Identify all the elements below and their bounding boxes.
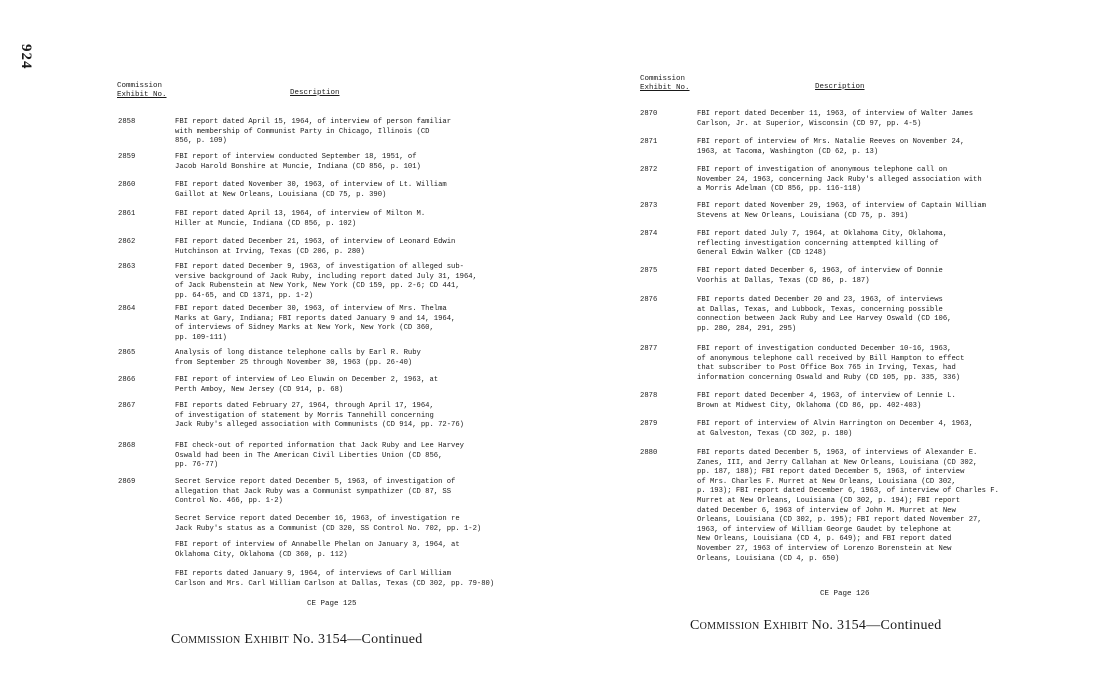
left-footer — [171, 632, 423, 648]
right-entry-description: FBI report dated July 7, 1964, at Oklahoma City, Oklahoma, reflecting investigation concerning attempted killing of General Edwin Walker (CD 1248) — [697, 230, 948, 258]
right-entry-description: FBI report dated December 4, 1963, of interview of Lennie L. Brown at Midwest City, Oklahoma (CD 86, pp. 402-403) — [697, 392, 956, 410]
left-entry-description: FBI report of interview of Annabelle Phelan on January 3, 1964, at Oklahoma City, Oklahoma (CD 360, p. 112) — [175, 541, 460, 559]
right-footer — [690, 618, 942, 634]
left-footer-no: No. 3154 — [292, 632, 348, 647]
left-entry-description: FBI report of interview of Leo Eluwin on December 2, 1963, at Perth Amboy, New Jersey (CD 914, p. 68) — [175, 376, 439, 394]
left-entry-number: 2858 — [118, 118, 136, 126]
left-entry-description: Secret Service report dated December 5, 1963, of investigation of allegation that Jack Ruby was a Communist sympathizer (CD 87, SS Control No. 466, pp. 1-2) — [175, 478, 456, 506]
right-ce-page: CE Page 126 — [820, 590, 870, 598]
left-entry-description: FBI reports dated January 9, 1964, of interviews of Carl William Carlson and Mrs. Carl William Carlson at Dallas, Texas (CD 302, pp. 79-80) — [175, 570, 495, 588]
right-entry-number: 2874 — [640, 230, 658, 238]
left-entry-number: 2861 — [118, 210, 136, 218]
right-entry-description: FBI report of interview of Mrs. Natalie Reeves on November 24, 1963, at Tacoma, Washington (CD 62, p. 13) — [697, 138, 965, 156]
left-entry-description: Analysis of long distance telephone calls by Earl R. Ruby from September 25 through November 30, 1963 (pp. 26-40) — [175, 349, 421, 367]
left-entry-description: FBI report dated April 13, 1964, of interview of Milton M. Hiller at Muncie, Indiana (CD 856, p. 102) — [175, 210, 426, 228]
right-entry-number: 2878 — [640, 392, 658, 400]
right-header-description: Description — [815, 83, 865, 91]
right-entry-number: 2876 — [640, 296, 658, 304]
left-footer-prefix: Commission Exhibit — [171, 632, 289, 647]
right-header-exhibit — [640, 75, 690, 93]
right-entry-description: FBI report dated November 29, 1963, of interview of Captain William Stevens at New Orleans, Louisiana (CD 75, p. 391) — [697, 202, 986, 220]
left-entry-number: 2868 — [118, 442, 136, 450]
left-entry-number: 2864 — [118, 305, 136, 313]
right-entry-description: FBI reports dated December 5, 1963, of interviews of Alexander E. Zanes, III, and Jerry Callahan at New Orleans, Louisiana (CD 302, pp. 187, 188); FBI report dated December 5, 1963, of interview of Mrs. Charles F. Murret at New Orleans, Louisiana (CD 302, p. 193); FBI report dated December 6, 1963, of interview of Charles F. Murret at New Orleans, Louisiana (CD 302, p. 194); FBI report dated December 6, 1963 of interview of John M. Murret at New Orleans, Louisiana (CD 302, p. 195); FBI report dated November 27, 1963, of interview of William George Gaudet by telephone at New Orleans, Louisiana (CD 4, p. 649); and FBI report dated November 27, 1963 of interview of Lorenzo Borenstein at New Orleans, Louisiana (CD 4, p. 650) — [697, 449, 999, 563]
right-header-line2: Exhibit No. — [640, 84, 690, 92]
right-entry-number: 2873 — [640, 202, 658, 210]
right-footer-prefix: Commission Exhibit — [690, 618, 808, 633]
right-entry-number: 2872 — [640, 166, 658, 174]
left-entry-number: 2863 — [118, 263, 136, 271]
left-footer-suffix: —Continued — [347, 632, 423, 647]
left-entry-number: 2866 — [118, 376, 136, 384]
right-entry-number: 2879 — [640, 420, 658, 428]
right-entry-description: FBI report dated December 11, 1963, of interview of Walter James Carlson, Jr. at Superior, Wisconsin (CD 97, pp. 4-5) — [697, 110, 974, 128]
left-entry-number: 2867 — [118, 402, 136, 410]
page-number: 924 — [18, 44, 34, 70]
left-entry-description: FBI check-out of reported information that Jack Ruby and Lee Harvey Oswald had been in The American Civil Liberties Union (CD 856, pp. 76-77) — [175, 442, 464, 470]
left-header-exhibit — [117, 82, 167, 100]
right-entry-number: 2870 — [640, 110, 658, 118]
left-entry-description: FBI report dated December 21, 1963, of interview of Leonard Edwin Hutchinson at Irving, Texas (CD 206, p. 280) — [175, 238, 456, 256]
left-entry-description: FBI reports dated February 27, 1964, through April 17, 1964, of investigation of statement by Morris Tannehill concerning Jack Ruby's alleged association with Communists (CD 914, pp. 72-76) — [175, 402, 464, 430]
left-entry-description: Secret Service report dated December 16, 1963, of investigation re Jack Ruby's status as a Communist (CD 320, SS Control No. 702, pp. 1-2) — [175, 515, 482, 533]
right-header-line1: Commission — [640, 75, 686, 83]
right-entry-number: 2875 — [640, 267, 658, 275]
left-entry-description: FBI report of interview conducted September 18, 1951, of Jacob Harold Bonshire at Muncie, Indiana (CD 856, p. 101) — [175, 153, 421, 171]
left-entry-number: 2860 — [118, 181, 136, 189]
right-footer-suffix: —Continued — [866, 618, 942, 633]
right-entry-number: 2877 — [640, 345, 658, 353]
right-entry-number: 2871 — [640, 138, 658, 146]
right-entry-number: 2880 — [640, 449, 658, 457]
left-header-description: Description — [290, 89, 340, 97]
right-entry-description: FBI report of interview of Alvin Harrington on December 4, 1963, at Galveston, Texas (CD 302, p. 180) — [697, 420, 974, 438]
left-entry-description: FBI report dated December 9, 1963, of investigation of alleged sub- versive background of Jack Ruby, including report dated July 31, 1964, of Jack Rubenstein at New York, New York (CD 159, pp. 2-6; CD 441, pp. 64-65, and CD 1371, pp. 1-2) — [175, 263, 477, 300]
left-entry-number: 2859 — [118, 153, 136, 161]
left-ce-page: CE Page 125 — [307, 600, 357, 608]
left-entry-description: FBI report dated November 30, 1963, of interview of Lt. William Gaillot at New Orleans, Louisiana (CD 75, p. 390) — [175, 181, 447, 199]
left-entry-number: 2862 — [118, 238, 136, 246]
right-footer-no: No. 3154 — [811, 618, 867, 633]
right-entry-description: FBI report dated December 6, 1963, of interview of Donnie Voorhis at Dallas, Texas (CD 86, p. 187) — [697, 267, 943, 285]
left-entry-description: FBI report dated December 30, 1963, of interview of Mrs. Thelma Marks at Gary, Indiana; FBI reports dated January 9 and 14, 1964, of interviews of Sidney Marks at New York, New York (CD 360, pp. 109-111) — [175, 305, 456, 342]
left-entry-description: FBI report dated April 15, 1964, of interview of person familiar with membership of Communist Party in Chicago, Illinois (CD 856, p. 109) — [175, 118, 452, 146]
left-entry-number: 2865 — [118, 349, 136, 357]
left-entry-number: 2869 — [118, 478, 136, 486]
left-header-line2: Exhibit No. — [117, 91, 167, 99]
left-header-line1: Commission — [117, 82, 163, 90]
right-entry-description: FBI report of investigation conducted December 10-16, 1963, of anonymous telephone call received by Bill Hampton to effect that subscriber to Post Office Box 765 in Irving, Texas, had information concerning Oswald and Ruby (CD 105, pp. 335, 336) — [697, 345, 965, 382]
right-entry-description: FBI report of investigation of anonymous telephone call on November 24, 1963, concerning Jack Ruby's alleged association with a Morris Adelman (CD 856, pp. 116-118) — [697, 166, 982, 194]
right-entry-description: FBI reports dated December 20 and 23, 1963, of interviews at Dallas, Texas, and Lubbock, Texas, concerning possible connection between Jack Ruby and Lee Harvey Oswald (CD 106, pp. 280, 284, 291, 295) — [697, 296, 952, 333]
